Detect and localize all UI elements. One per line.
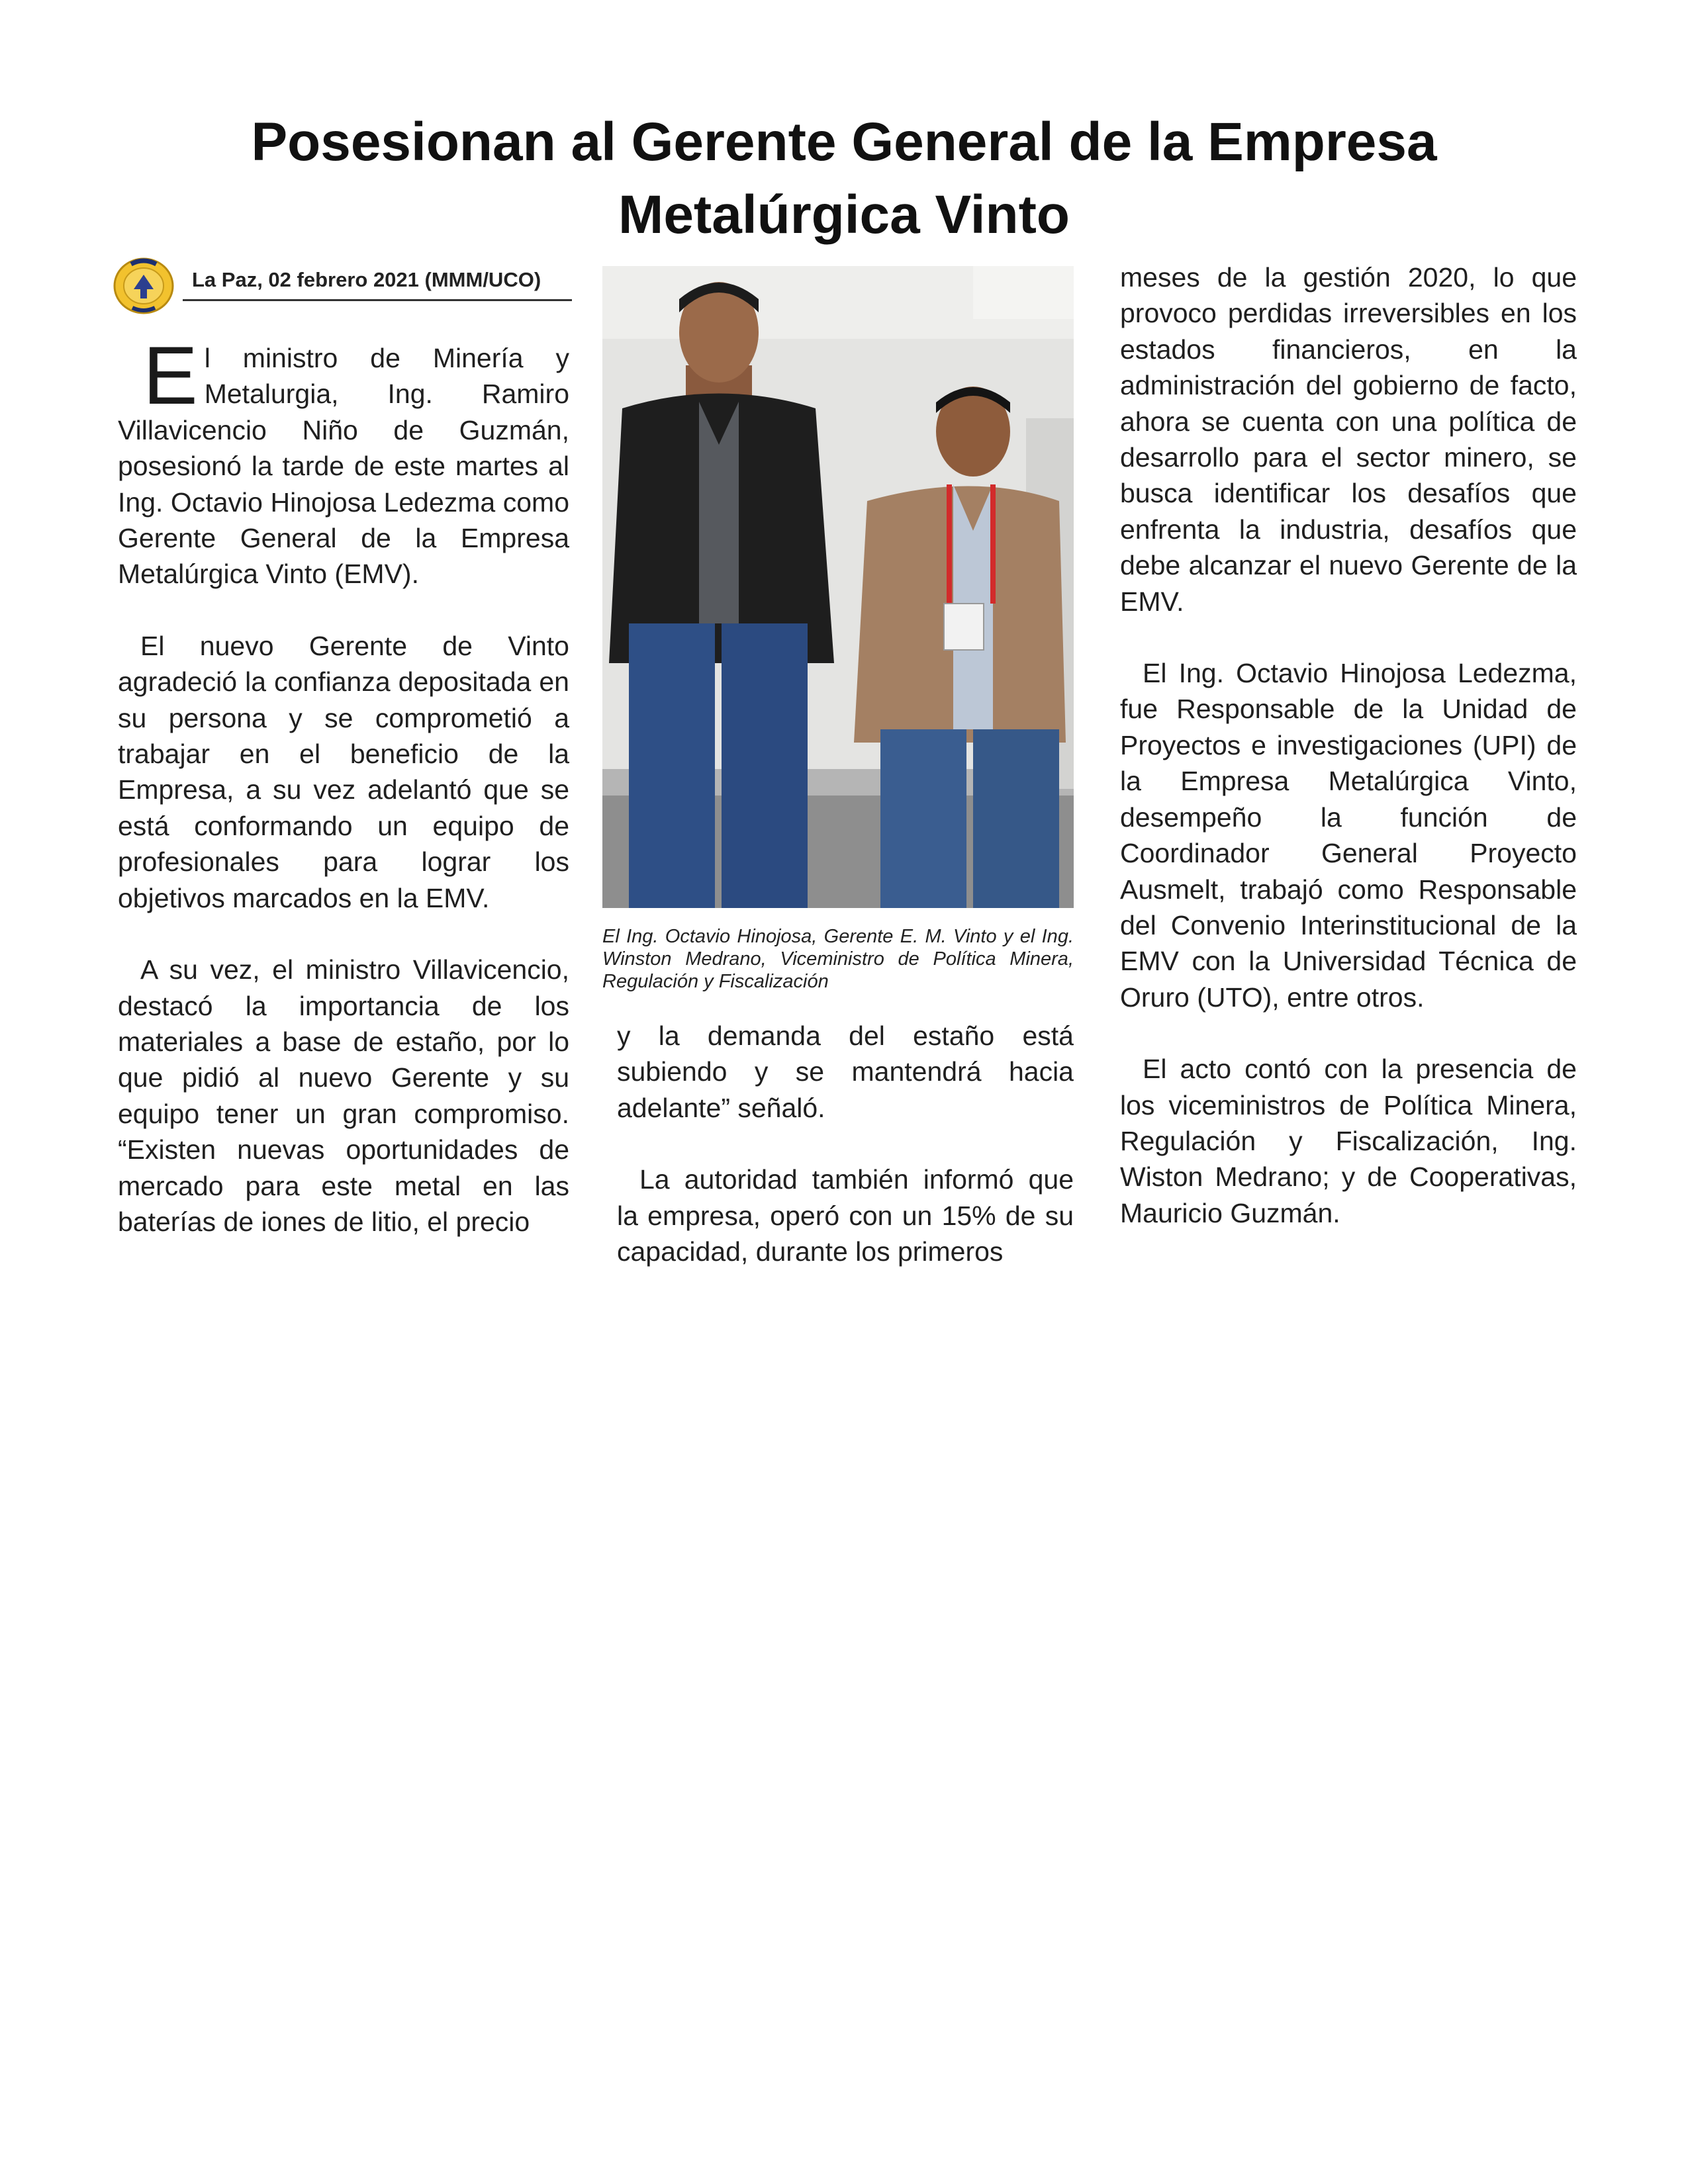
article-paragraph-3: A su vez, el ministro Villavicencio, destacó la importancia de los materiales a base de estaño, por lo que pidió al nuevo Gerente y su equipo tener un gran compromiso. “Existen nuevas oportunidades de mercado para este metal en las baterías de iones de litio, el precio [118, 954, 569, 1237]
article-paragraph-5: El Ing. Octavio Hinojosa Ledezma, fue Responsable de la Unidad de Proyectos e investigaciones (UPI) de la Empresa Metalúrgica Vinto, desempeño la función de Coordinador General Proyecto Ausmelt, trabajó como Responsable del Convenio Interinstitucional de la EMV con la Universidad Técnica de Oruro (UTO), entre otros. [1120, 658, 1577, 1013]
article-paragraph-6: El acto contó con la presencia de los viceministros de Política Minera, Regulación y Fiscalización, Ing. Wiston Medrano; y de Cooperativas, Mauricio Guzmán. [1120, 1054, 1577, 1228]
article-title-line-1: Posesionan al Gerente General de la Empresa [251, 112, 1437, 172]
article-column-3 [1120, 259, 1577, 1267]
article-dateline: La Paz, 02 febrero 2021 (MMM/UCO) [192, 268, 541, 291]
photo-caption: El Ing. Octavio Hinojosa, Gerente E. M. Vinto y el Ing. Winston Medrano, Viceministro de Política Minera, Regulación y Fiscalización [602, 926, 1074, 992]
comibol-bolivia-logo-icon [111, 255, 176, 314]
dateline [111, 255, 568, 308]
article-paragraph-1 [118, 330, 569, 592]
article-paragraph-4-continued: meses de la gestión 2020, lo que provoco perdidas irreversibles en los estados financieros, en la administración del gobierno de facto, ahora se cuenta con una política de desarrollo para el sector minero, se busca identificar los desafíos que enfrenta la industria, desafíos que debe alcanzar el nuevo Gerente de la EMV. [1120, 262, 1577, 617]
article-column-2 [617, 1018, 1074, 1305]
article-title [119, 106, 1569, 251]
article-paragraph-2: El nuevo Gerente de Vinto agradeció la confianza depositada en su persona y se comprometió a trabajar en el beneficio de la Empresa, a su vez adelantó que se está conformando un equipo de profesionales para lograr los objetivos marcados en la EMV. [118, 630, 569, 913]
article-paragraph-4: La autoridad también informó que la empresa, operó con un 15% de su capacidad, durante los primeros [617, 1164, 1074, 1267]
drop-cap: E [143, 330, 198, 422]
article-title-line-2: Metalúrgica Vinto [618, 185, 1070, 245]
article-column-1 [118, 330, 569, 1275]
paragraph-1-text: l ministro de Minería y Metalurgia, Ing. Ramiro Villavicencio Niño de Guzmán, posesionó la tarde de este martes al Ing. Octavio Hinojosa Ledezma como Gerente General de la Empresa Metalúrgica Vinto (EMV). [118, 343, 569, 590]
article-paragraph-3-continued: y la demanda del estaño está subiendo y se mantendrá hacia adelante” señaló. [617, 1021, 1074, 1123]
article-photo [602, 266, 1074, 908]
dateline-rule [183, 299, 572, 301]
